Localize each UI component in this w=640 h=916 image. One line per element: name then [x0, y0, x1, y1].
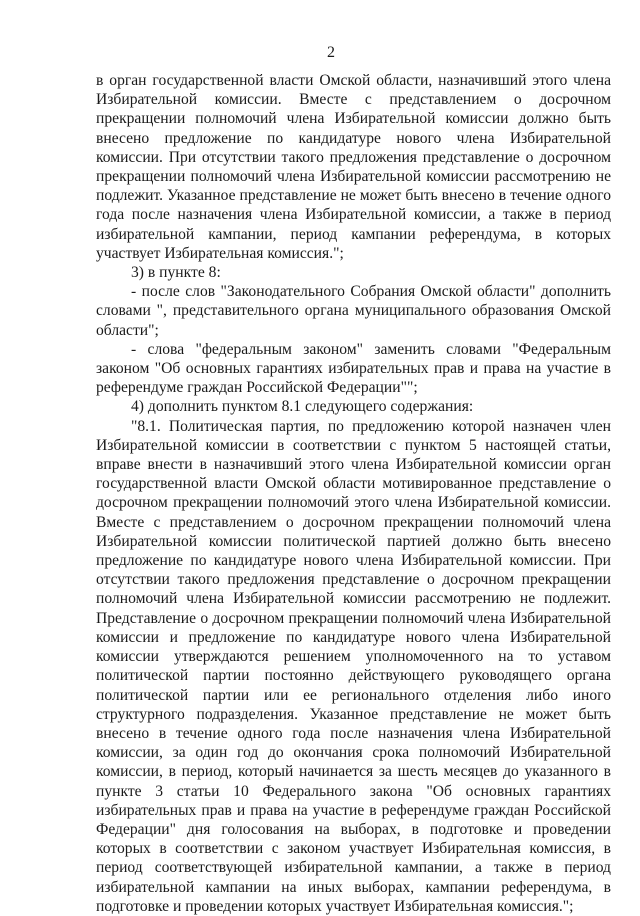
paragraph-clause-8-1: "8.1. Политическая партия, по предложению которой назначен член Избирательной комиссии в соответствии с пунктом 5 настоящей статьи, вправе внести в назначивший этого члена Избирательной комиссии орган государственной власти Омской области мотивированное представление о досрочном прекращении полномочий этого члена Избирательной комиссии. Вместе с представлением о досрочном прекращении полномочий члена Избирательной комиссии политической партией должно быть внесено предложение по кандидатуре нового члена Избирательной комиссии. При отсутствии такого предложения представление о досрочном прекращении полномочий члена Избирательной комиссии рассмотрению не подлежит. Представление о досрочном прекращении полномочий члена Избирательной комиссии и предложение по кандидатуре нового члена Избирательной комиссии утверждаются решением уполномоченного на то уставом политической партии постоянно действующего руководящего органа политической партии или ее регионального отделения либо иного структурного подразделения. Указанное представление не может быть внесено в течение одного года после назначения члена Избирательной комиссии, за один год до окончания срока полномочий Избирательной комиссии, в период, который начинается за шесть месяцев до указанного в пункте 3 статьи 10 Федерального закона "Об основных гарантиях избирательных прав и права на участие в референдуме граждан Российской Федерации" дня голосования на выборах, в подготовке и проведении которых в соответствии с законом участвует Избирательная комиссия, в период соответствующей избирательной кампании, а также в период избирательной кампании на иных выборах, кампании референдума, в подготовке и проведении которых участвует Избирательная комиссия.";: [96, 417, 611, 915]
page-number: 2: [327, 44, 335, 61]
paragraph-item-3-sub-1: - после слов "Законодательного Собрания Омской области" дополнить словами ", представительного органа муниципального образования Омской области";: [96, 283, 611, 339]
document-body: [96, 71, 611, 916]
paragraph-item-3: 3) в пункте 8:: [131, 264, 221, 282]
paragraph-continuation: в орган государственной власти Омской области, назначивший этого члена Избирательной комиссии. Вместе с представлением о досрочном прекращении полномочий члена Избирательной комиссии должно быть внесено предложение по кандидатуре нового члена Избирательной комиссии. При отсутствии такого предложения представление о досрочном прекращении полномочий члена Избирательной комиссии рассмотрению не подлежит. Указанное представление не может быть внесено в течение одного года после назначения члена Избирательной комиссии, а также в период избирательной кампании, период кампании референдума, в которых участвует Избирательная комиссия.";: [96, 72, 611, 262]
paragraph-item-4: 4) дополнить пунктом 8.1 следующего содержания:: [131, 398, 474, 416]
paragraph-item-3-sub-2: - слова "федеральным законом" заменить словами "Федеральным законом "Об основных гарантиях избирательных прав и права на участие в референдуме граждан Российской Федерации"";: [96, 340, 611, 397]
